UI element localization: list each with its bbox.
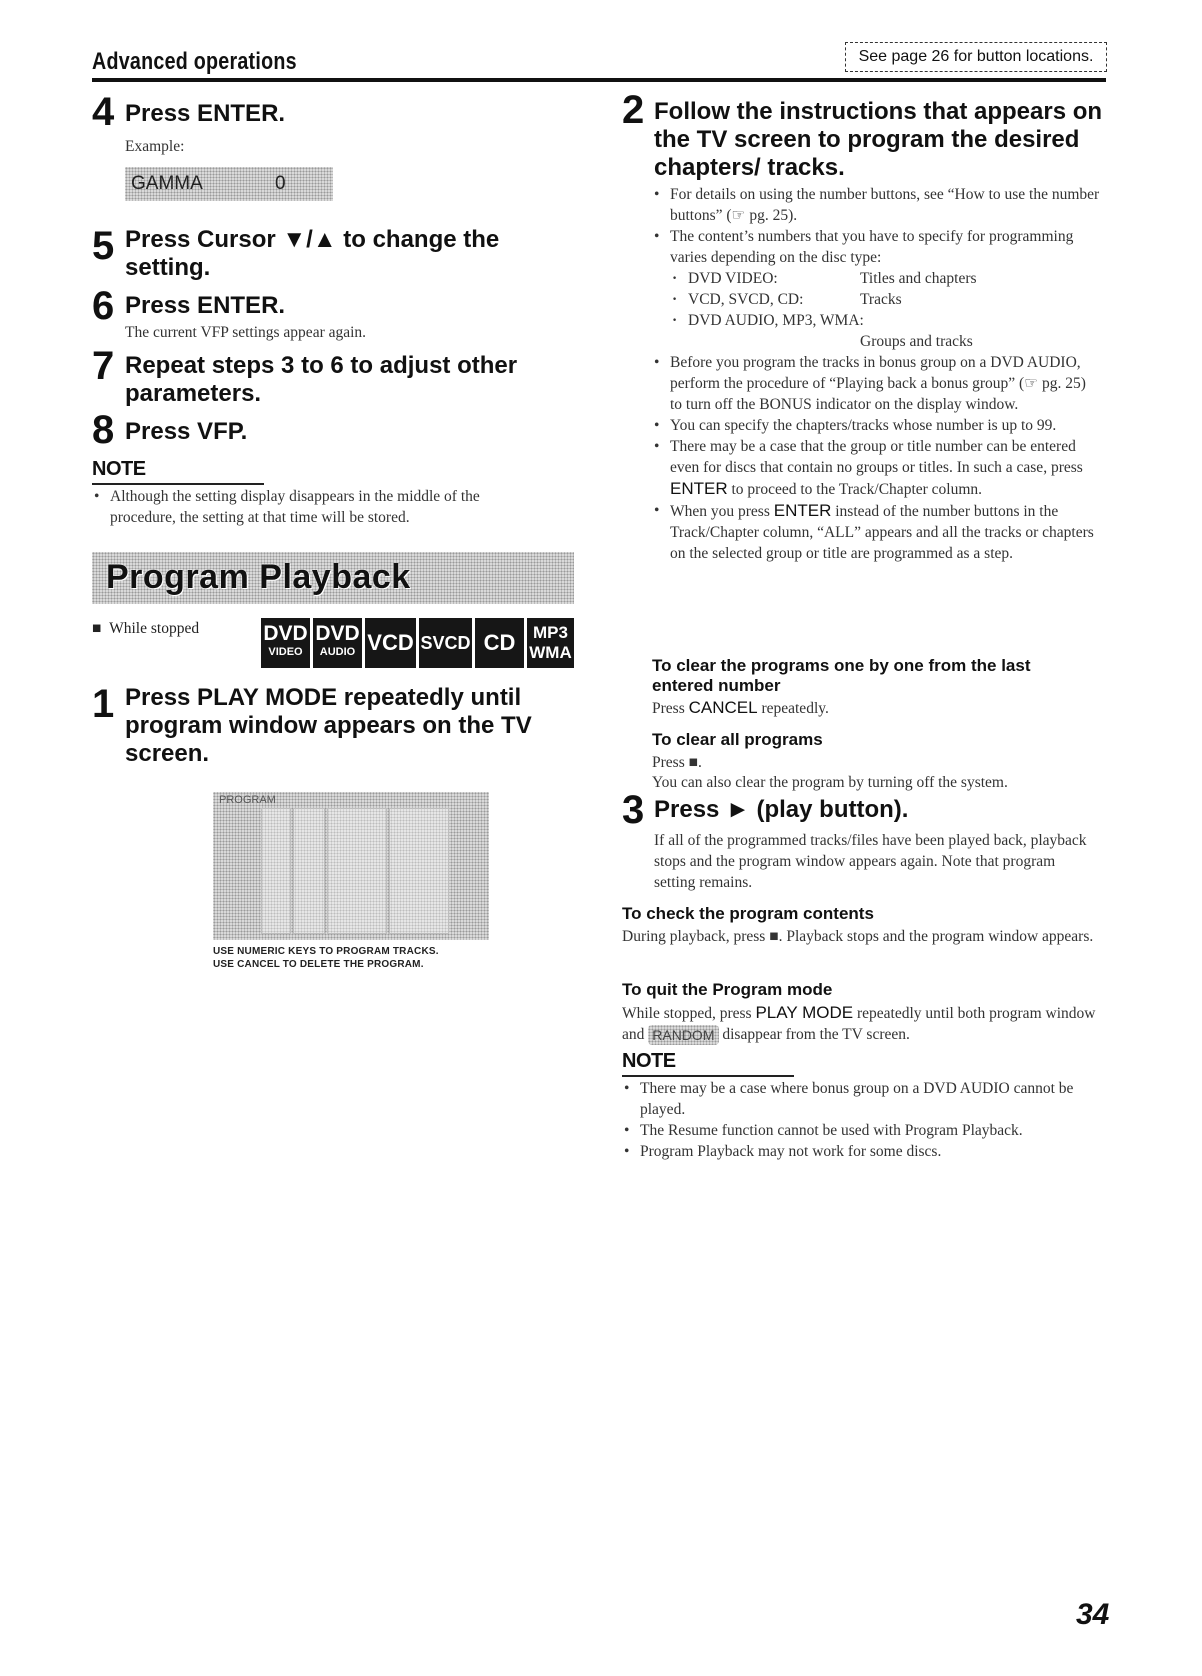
random-indicator: RANDOM [648, 1025, 718, 1045]
step-title: Press ► (play button). [654, 796, 909, 823]
disc-badge-vcd [362, 618, 416, 668]
step-number: 2 [622, 88, 645, 132]
check-heading: To check the program contents [622, 904, 874, 923]
disc-type-row [670, 268, 1100, 289]
note-list [92, 486, 532, 528]
disc-type: DVD VIDEO: [688, 270, 778, 287]
bullet-item: • For details on using the number buttons, see “How to use the number buttons” (☞ pg. 25). [652, 184, 1100, 226]
badge-top: DVD [315, 622, 360, 645]
program-caption: USE CANCEL TO DELETE THE PROGRAM. [213, 959, 424, 970]
step-description: If all of the programmed tracks/files have been played back, playback stops and the program window appears again. Note that program setting remains. [654, 832, 1087, 891]
disc-type-row [670, 310, 1100, 352]
step-description: The current VFP settings appear again. [125, 324, 367, 341]
note-item: • The Resume function cannot be used with Program Playback. [622, 1120, 1092, 1141]
badge-bottom: VIDEO [268, 646, 303, 658]
clear-one-heading: To clear the programs one by one from the last entered number [652, 656, 1031, 695]
badge-label: SVCD [420, 633, 471, 653]
bullet-text: instead of the number buttons in the Track/Chapter column, “ALL” appears and all the tracks or chapters on the selected group or title are programmed as a step. [670, 503, 1094, 562]
disc-type-row [670, 289, 1100, 310]
header-rule [92, 78, 1106, 82]
clear-all-line: You can also clear the program by turning off the system. [652, 774, 1008, 791]
badge-top: DVD [263, 622, 308, 645]
step-number: 3 [622, 788, 645, 832]
disc-unit: Tracks [860, 291, 902, 308]
disc-type: VCD, SVCD, CD: [688, 291, 804, 308]
step-number: 1 [92, 682, 115, 726]
section-title: Advanced operations [92, 48, 297, 75]
bullet-text: When you press [670, 503, 774, 520]
disc-badge-svcd [416, 618, 472, 668]
while-stopped-line [92, 618, 199, 639]
bullet-item [652, 226, 1100, 352]
disc-type-list [670, 268, 1100, 352]
bullet-text: The content’s numbers that you have to specify for programming varies depending on the disc type: [670, 228, 1074, 266]
bullet-item: • Before you program the tracks in bonus group on a DVD AUDIO, perform the procedure of “Playing back a bonus group” (☞ pg. 25) to turn off the BONUS indicator on the display window. [652, 352, 1100, 415]
disc-badge-dvd-audio [310, 618, 362, 668]
disc-type: DVD AUDIO, MP3, WMA: [688, 312, 864, 329]
note-item: • Program Playback may not work for some discs. [622, 1141, 1092, 1162]
quit-heading: To quit the Program mode [622, 980, 833, 999]
key-enter: ENTER [670, 479, 728, 498]
note-heading: NOTE [622, 1050, 676, 1072]
badge-bottom: AUDIO [319, 646, 356, 658]
program-caption: USE NUMERIC KEYS TO PROGRAM TRACKS. [213, 946, 439, 957]
step-number: 7 [92, 344, 115, 388]
note-item: • There may be a case where bonus group on a DVD AUDIO cannot be played. [622, 1078, 1092, 1120]
note-heading: NOTE [92, 458, 146, 480]
square-bullet-icon: ■ [92, 620, 110, 637]
clear-all-line: Press ■. [652, 754, 702, 771]
group-title-column [327, 808, 387, 934]
example-label: Example: [125, 138, 185, 155]
page-reference: See page 26 for button locations. [845, 42, 1107, 72]
bullet-item [652, 436, 1100, 500]
gamma-display [125, 167, 333, 201]
step-title: Repeat steps 3 to 6 to adjust other parameters. [125, 352, 518, 407]
quit-text: While stopped, press PLAY MODE repeatedly until both program window and RANDOM disappear from the TV screen. [622, 1003, 1096, 1044]
section-banner [92, 552, 574, 604]
note-rule [92, 483, 264, 485]
disc-unit: Titles and chapters [860, 270, 977, 287]
disc-column [293, 808, 325, 934]
disc-badge-cd [472, 618, 524, 668]
bullet-item: • You can specify the chapters/tracks whose number is up to 99. [652, 415, 1100, 436]
step-number: 4 [92, 90, 115, 134]
note-item: • Although the setting display disappears in the middle of the procedure, the setting at that time will be stored. [92, 486, 532, 528]
step2-bullets [652, 184, 1100, 564]
step-title: Press Cursor ▼/▲ to change the setting. [125, 226, 500, 281]
step-number: 8 [92, 408, 115, 452]
key-enter: ENTER [773, 501, 832, 520]
disc-badge-mp3-wma [524, 618, 574, 668]
badge-label: VCD [367, 630, 414, 655]
while-stopped-text: While stopped [109, 620, 200, 637]
clear-one-text: Press CANCEL repeatedly. [652, 698, 829, 717]
step-number: 6 [92, 284, 115, 328]
step-number: 5 [92, 224, 115, 268]
page-number: 34 [1076, 1598, 1110, 1631]
bullet-item [652, 500, 1100, 564]
key-cancel: CANCEL [688, 698, 758, 717]
badge-label: CD [483, 630, 516, 655]
badge-top: MP3 [533, 623, 568, 642]
bullet-text: There may be a case that the group or title number can be entered even for discs that contain no groups or titles. In such a case, press [670, 438, 1083, 476]
step-title: Press PLAY MODE repeatedly until program window appears on the TV screen. [125, 684, 532, 767]
step-title: Press VFP. [125, 418, 248, 445]
step-title: Press ENTER. [125, 292, 286, 319]
note-rule [622, 1075, 794, 1077]
disc-badge-dvd-video [258, 618, 310, 668]
banner-title: Program Playback [106, 558, 411, 596]
check-text: During playback, press ■. Playback stops and the program window appears. [622, 928, 1094, 945]
program-window-title: PROGRAM [219, 794, 276, 806]
program-window-screen [213, 792, 489, 940]
key-play-mode: PLAY MODE [755, 1003, 854, 1022]
note-list [622, 1078, 1092, 1162]
gamma-label: GAMMA [131, 173, 203, 194]
disc-unit: Groups and tracks [860, 333, 973, 350]
clear-all-heading: To clear all programs [652, 730, 823, 749]
step-title: Press ENTER. [125, 100, 286, 127]
bullet-text: to proceed to the Track/Chapter column. [727, 481, 983, 498]
gamma-value: 0 [275, 173, 286, 194]
track-chapter-column [389, 808, 449, 934]
badge-bottom: WMA [529, 643, 572, 662]
step-column [261, 808, 291, 934]
step-title: Follow the instructions that appears on the TV screen to program the desired chapters/ tracks. [654, 98, 1103, 181]
